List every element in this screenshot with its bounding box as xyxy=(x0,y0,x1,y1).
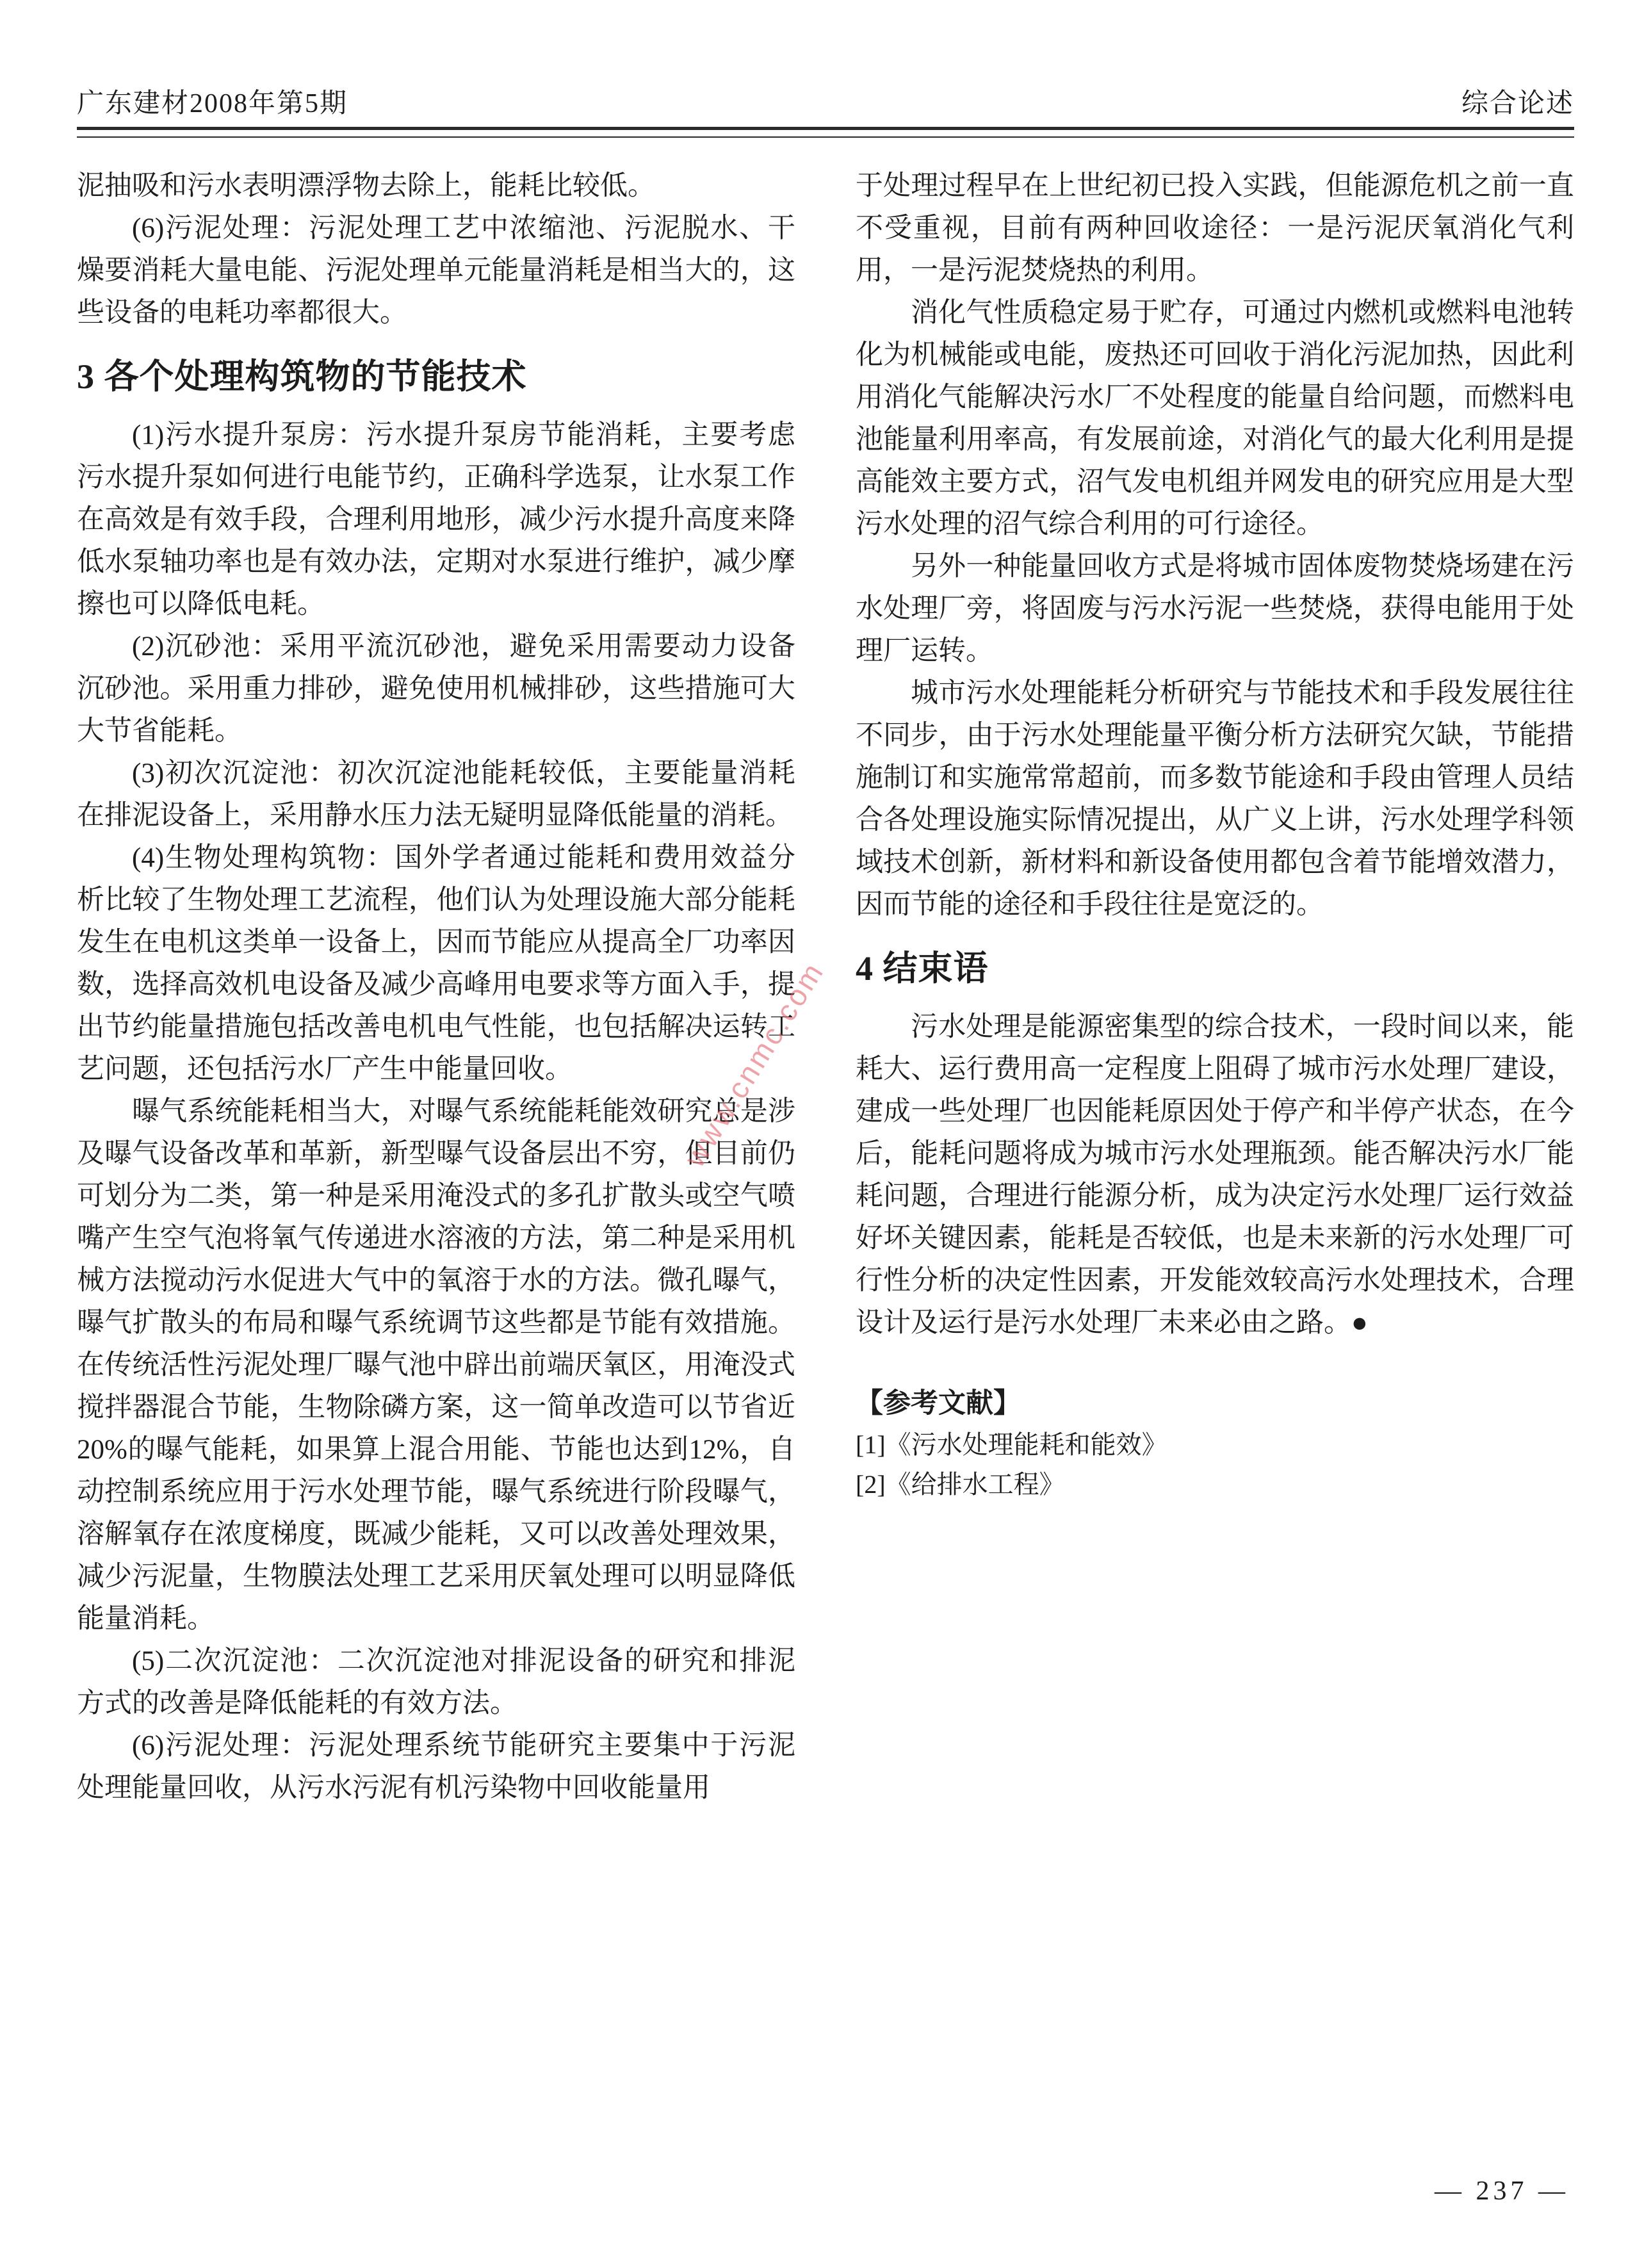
paragraph: (3)初次沉淀池：初次沉淀池能耗较低，主要能量消耗在排泥设备上，采用静水压力法无疑明显降低能量的消耗。 xyxy=(77,758,795,831)
reference-item: [2]《给排水工程》 xyxy=(856,1469,1065,1499)
right-column xyxy=(856,165,1574,1809)
section-label: 综合论述 xyxy=(1461,89,1574,118)
paragraph: (4)生物处理构筑物：国外学者通过能耗和费用效益分析比较了生物处理工艺流程，他们认为处理设施大部分能耗发生在电机这类单一设备上，因而节能应从提高全厂功率因数，选择高效机电设备及减少高峰用电要求等方面入手，提出节约能量措施包括改善电机电气性能，也包括解决运转工艺问题，还包括污水厂产生中能量回收。 xyxy=(77,842,795,1084)
paragraph: 曝气系统能耗相当大，对曝气系统能耗能效研究总是涉及曝气设备改革和革新，新型曝气设备层出不穷，但目前仍可划分为二类，第一种是采用淹没式的多孔扩散头或空气喷嘴产生空气泡将氧气传递进水溶液的方法，第二种是采用机械方法搅动污水促进大气中的氧溶于水的方法。微孔曝气，曝气扩散头的布局和曝气系统调节这些都是节能有效措施。在传统活性污泥处理厂曝气池中辟出前端厌氧区，用淹没式搅拌器混合节能，生物除磷方案，这一简单改造可以节省近20%的曝气能耗，如果算上混合用能、节能也达到12%，自动控制系统应用于污水处理节能，曝气系统进行阶段曝气，溶解氧存在浓度梯度，既减少能耗，又可以改善处理效果，减少污泥量，生物膜法处理工艺采用厌氧处理可以明显降低能量消耗。 xyxy=(77,1096,795,1634)
site-watermark: www.cnmc.com xyxy=(677,955,831,1173)
page-header xyxy=(77,82,1574,120)
page-number: — 237 — xyxy=(1435,2176,1569,2206)
paragraph: 泥抽吸和污水表明漂浮物去除上，能耗比较低。 xyxy=(77,171,655,201)
paragraph: (1)污水提升泵房：污水提升泵房节能消耗，主要考虑污水提升泵如何进行电能节约，正确科学选泵，让水泵工作在高效是有效手段，合理利用地形，减少污水提升高度来降低水泵轴功率也是有效办法，定期对水泵进行维护，减少摩擦也可以降低电耗。 xyxy=(77,420,795,619)
paragraph: 城市污水处理能耗分析研究与节能技术和手段发展往往不同步，由于污水处理能量平衡分析方法研究欠缺，节能措施制订和实施常常超前，而多数节能途和手段由管理人员结合各处理设施实际情况提出，从广义上讲，污水处理学科领域技术创新，新材料和新设备使用都包含着节能增效潜力，因而节能的途径和手段往往是宽泛的。 xyxy=(856,678,1574,920)
journal-title: 广东建材2008年第5期 xyxy=(77,89,348,118)
paragraph: 污水处理是能源密集型的综合技术，一段时间以来，能耗大、运行费用高一定程度上阻碍了城市污水处理厂建设，建成一些处理厂也因能耗原因处于停产和半停产状态，在今后，能耗问题将成为城市污水处理瓶颈。能否解决污水厂能耗问题，合理进行能源分析，成为决定污水处理厂运行效益好坏关键因素，能耗是否较低，也是未来新的污水处理厂可行性分析的决定性因素，开发能效较高污水处理技术，合理设计及运行是污水处理厂未来必由之路。● xyxy=(856,1011,1574,1338)
paragraph: (2)沉砂池：采用平流沉砂池，避免采用需要动力设备沉砂池。采用重力排砂，避免使用机械排砂，这些措施可大大节省能耗。 xyxy=(77,631,795,746)
paragraph: (5)二次沉淀池：二次沉淀池对排泥设备的研究和排泥方式的改善是降低能耗的有效方法。 xyxy=(77,1645,795,1718)
section-heading-3: 3 各个处理构筑物的节能技术 xyxy=(77,357,527,396)
paragraph: 于处理过程早在上世纪初已投入实践，但能源危机之前一直不受重视，目前有两种回收途径：一是污泥厌氧消化气利用，一是污泥焚烧热的利用。 xyxy=(856,171,1574,286)
paragraph: 另外一种能量回收方式是将城市固体废物焚烧场建在污水处理厂旁，将固废与污水污泥一些焚烧，获得电能用于处理厂运转。 xyxy=(856,551,1574,666)
article-body xyxy=(77,165,1574,1809)
paragraph: (6)污泥处理：污泥处理工艺中浓缩池、污泥脱水、干燥要消耗大量电能、污泥处理单元能量消耗是相当大的，这些设备的电耗功率都很大。 xyxy=(77,213,795,328)
reference-item: [1]《污水处理能耗和能效》 xyxy=(856,1430,1167,1459)
left-column xyxy=(77,165,795,1809)
paragraph: 消化气性质稳定易于贮存，可通过内燃机或燃料电池转化为机械能或电能，废热还可回收于消化污泥加热，因此利用消化气能解决污水厂不处程度的能量自给问题，而燃料电池能量利用率高，有发展前途，对消化气的最大化利用是提高能效主要方式，沼气发电机组并网发电的研究应用是大型污水处理的沼气综合利用的可行途径。 xyxy=(856,298,1574,539)
header-double-rule xyxy=(77,127,1574,138)
section-heading-4: 4 结束语 xyxy=(856,949,989,988)
references-heading: 【参考文献】 xyxy=(856,1388,1021,1419)
paragraph: (6)污泥处理：污泥处理系统节能研究主要集中于污泥处理能量回收，从污水污泥有机污染物中回收能量用 xyxy=(77,1730,795,1803)
